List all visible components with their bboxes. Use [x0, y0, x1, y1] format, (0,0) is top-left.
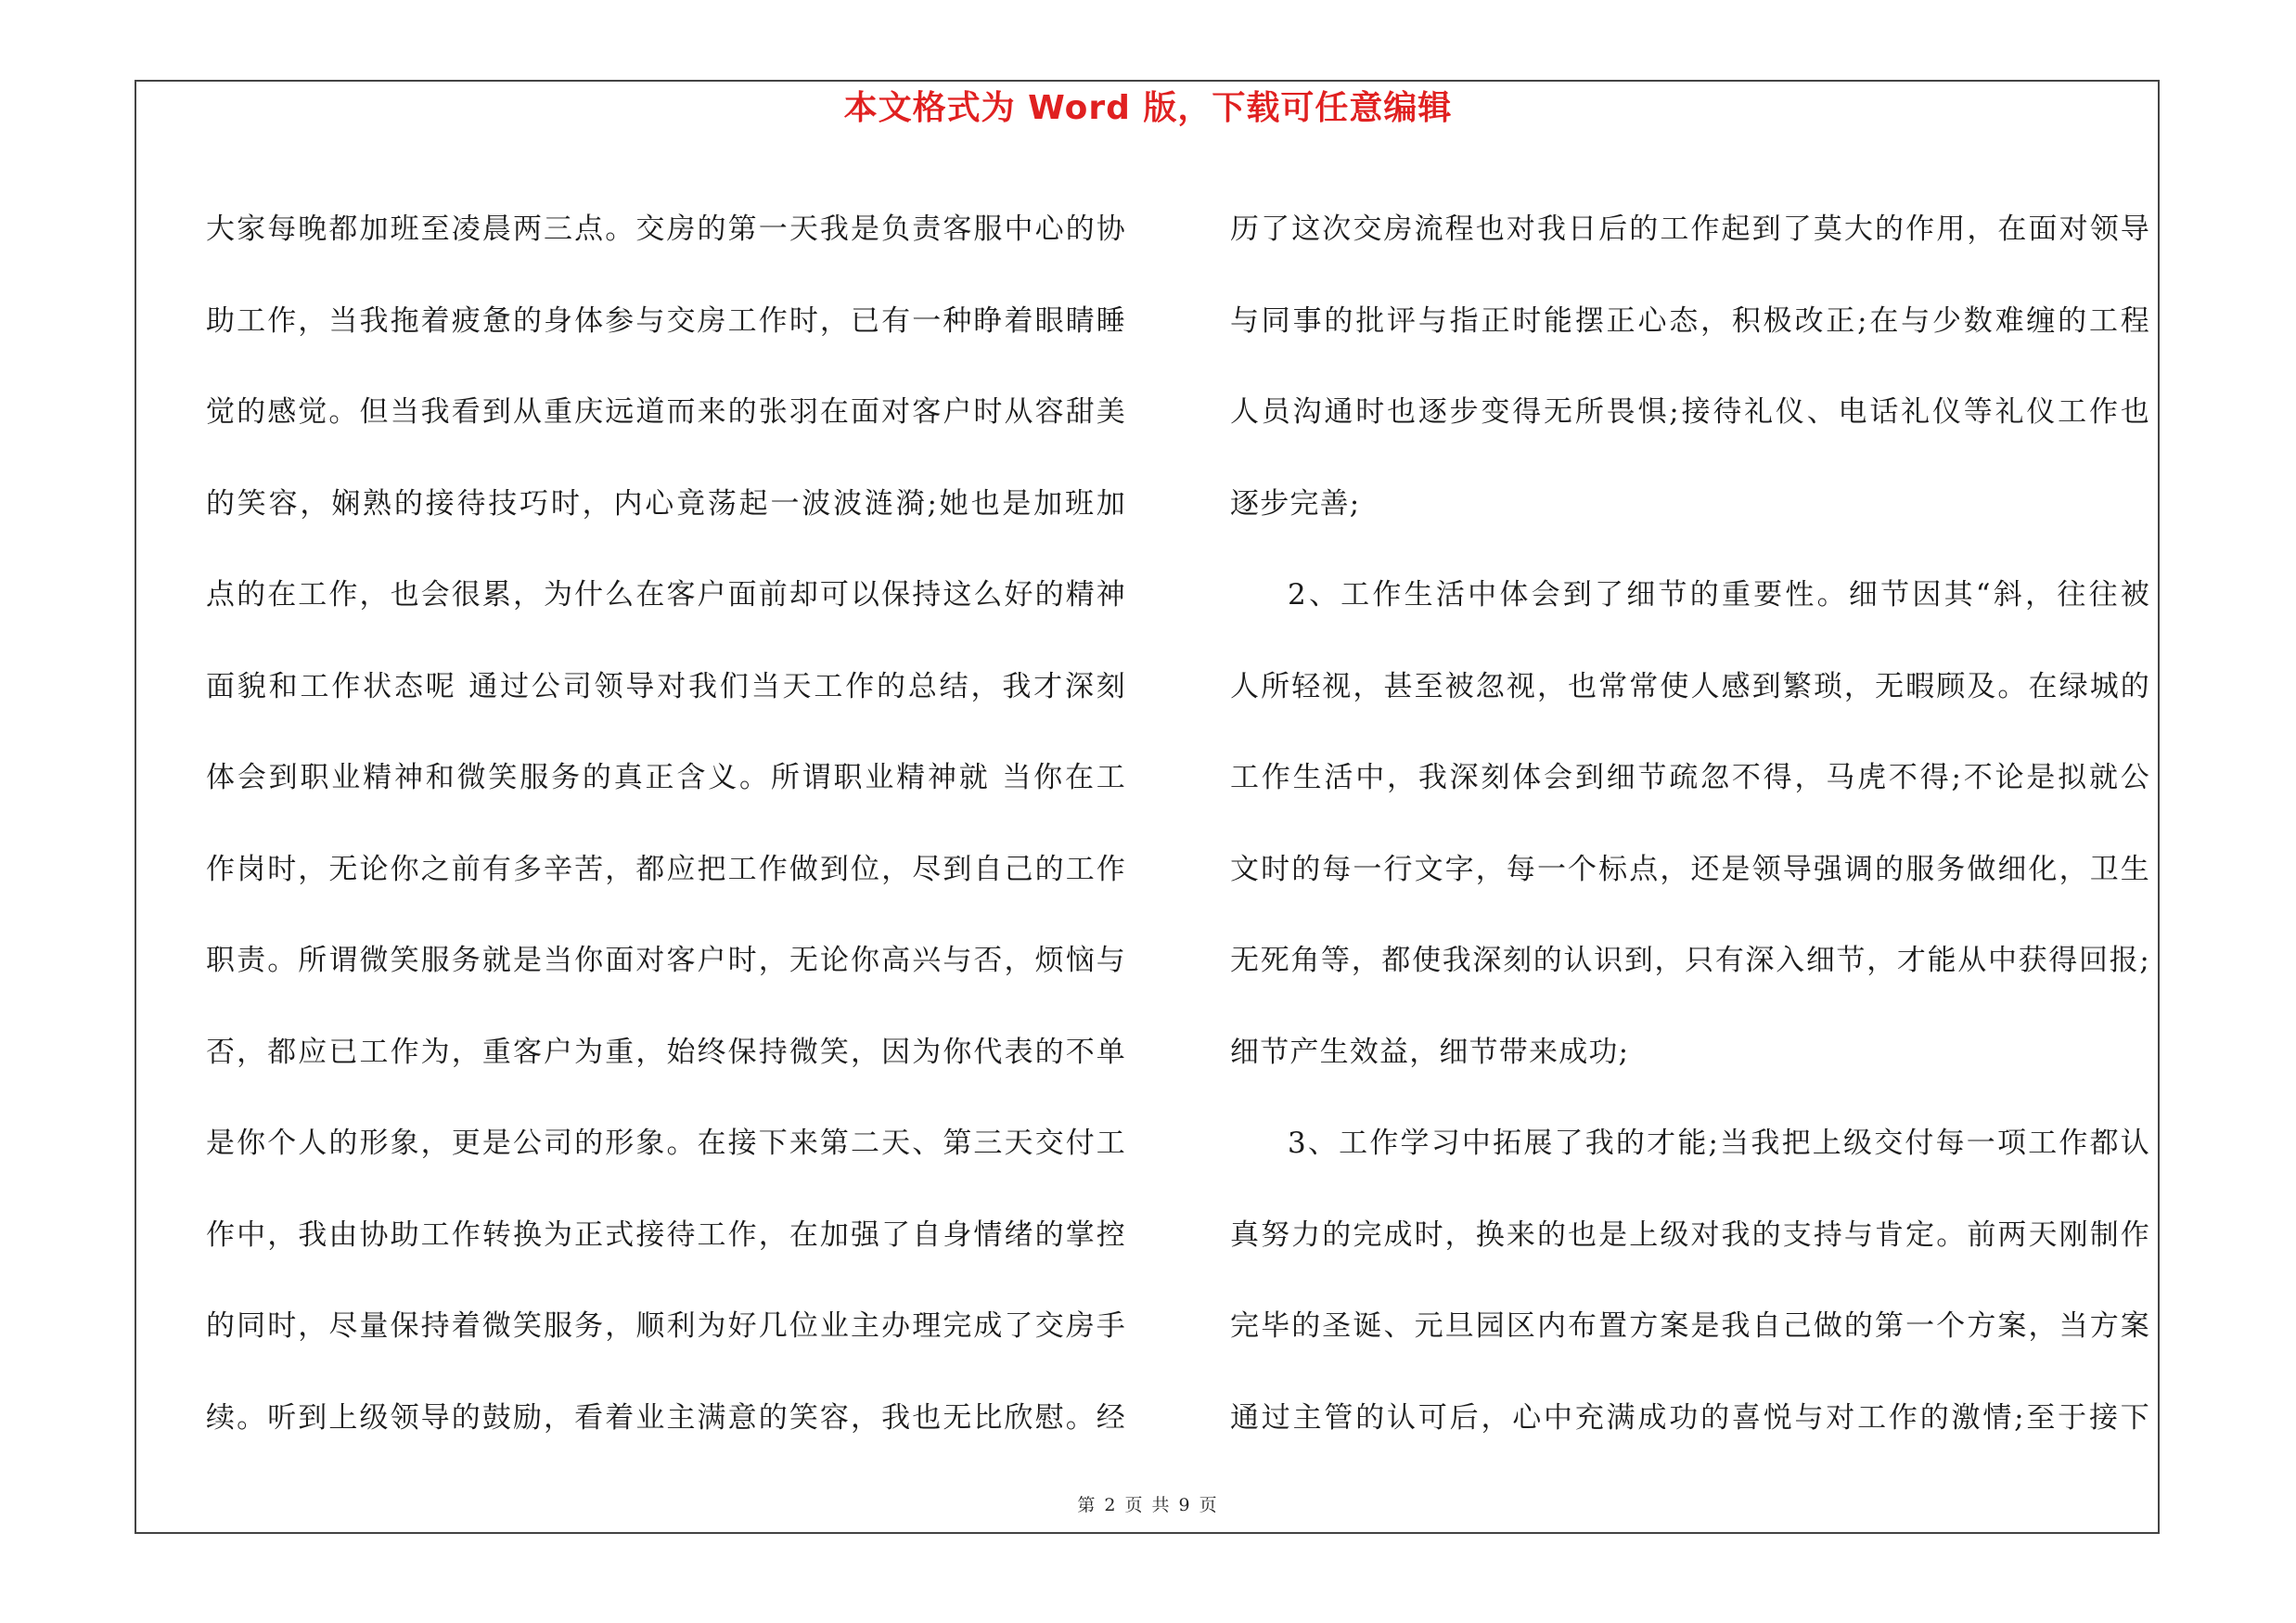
text-line: 文时的每一行文字，每一个标点，还是领导强调的服务做细化，卫生	[1230, 852, 2150, 886]
paragraph-start-line: 2、工作生活中体会到了细节的重要性。细节因其“斜，往往被	[1288, 578, 2150, 612]
text-line: 体会到职业精神和微笑服务的真正含义。所谓职业精神就 当你在工	[206, 761, 1126, 794]
text-line: 面貌和工作状态呢 通过公司领导对我们当天工作的总结，我才深刻	[206, 669, 1126, 703]
text-line: 否，都应已工作为，重客户为重，始终保持微笑，因为你代表的不单	[206, 1035, 1126, 1069]
text-line: 通过主管的认可后，心中充满成功的喜悦与对工作的激情;至于接下	[1230, 1400, 2150, 1435]
text-line: 助工作，当我拖着疲惫的身体参与交房工作时，已有一种睁着眼睛睡	[206, 303, 1126, 338]
text-line: 作岗时，无论你之前有多辛苦，都应把工作做到位，尽到自己的工作	[206, 852, 1126, 886]
text-line: 职责。所谓微笑服务就是当你面对客户时，无论你高兴与否，烦恼与	[206, 944, 1126, 977]
text-line: 的笑容，娴熟的接待技巧时，内心竟荡起一波波涟漪;她也是加班加	[206, 486, 1126, 521]
text-line: 人员沟通时也逐步变得无所畏惧;接待礼仪、电话礼仪等礼仪工作也	[1230, 395, 2150, 429]
format-banner: 本文格式为 Word 版，下载可任意编辑	[843, 89, 1453, 127]
text-line: 觉的感觉。但当我看到从重庆远道而来的张羽在面对客户时从容甜美	[206, 395, 1126, 429]
text-line: 逐步完善;	[1230, 486, 1361, 521]
right-text-column	[1230, 184, 2150, 1463]
text-line: 真努力的完成时，换来的也是上级对我的支持与肯定。前两天刚制作	[1230, 1217, 2150, 1252]
text-line: 完毕的圣诞、元旦园区内布置方案是我自己做的第一个方案，当方案	[1230, 1309, 2150, 1343]
text-line: 人所轻视，甚至被忽视，也常常使人感到繁琐，无暇顾及。在绿城的	[1230, 669, 2150, 703]
text-line: 历了这次交房流程也对我日后的工作起到了莫大的作用，在面对领导	[1230, 213, 2150, 246]
text-line: 大家每晚都加班至凌晨两三点。交房的第一天我是负责客服中心的协	[206, 213, 1126, 246]
text-line: 工作生活中，我深刻体会到细节疏忽不得，马虎不得;不论是拟就公	[1230, 761, 2150, 794]
text-line: 续。听到上级领导的鼓励，看着业主满意的笑容，我也无比欣慰。经	[206, 1400, 1126, 1435]
text-line: 点的在工作，也会很累，为什么在客户面前却可以保持这么好的精神	[206, 578, 1126, 612]
text-line: 与同事的批评与指正时能摆正心态，积极改正;在与少数难缠的工程	[1230, 303, 2150, 338]
text-line: 作中，我由协助工作转换为正式接待工作，在加强了自身情绪的掌控	[206, 1217, 1126, 1252]
text-line: 无死角等，都使我深刻的认识到，只有深入细节，才能从中获得回报;	[1230, 944, 2150, 977]
page-number: 第 2 页 共 9 页	[1077, 1495, 1219, 1515]
paragraph-start-line: 3、工作学习中拓展了我的才能;当我把上级交付每一项工作都认	[1288, 1127, 2150, 1160]
text-line: 细节产生效益，细节带来成功;	[1230, 1035, 1630, 1069]
text-line: 的同时，尽量保持着微笑服务，顺利为好几位业主办理完成了交房手	[206, 1309, 1126, 1343]
left-text-column	[206, 184, 1126, 1463]
text-line: 是你个人的形象，更是公司的形象。在接下来第二天、第三天交付工	[206, 1127, 1126, 1160]
